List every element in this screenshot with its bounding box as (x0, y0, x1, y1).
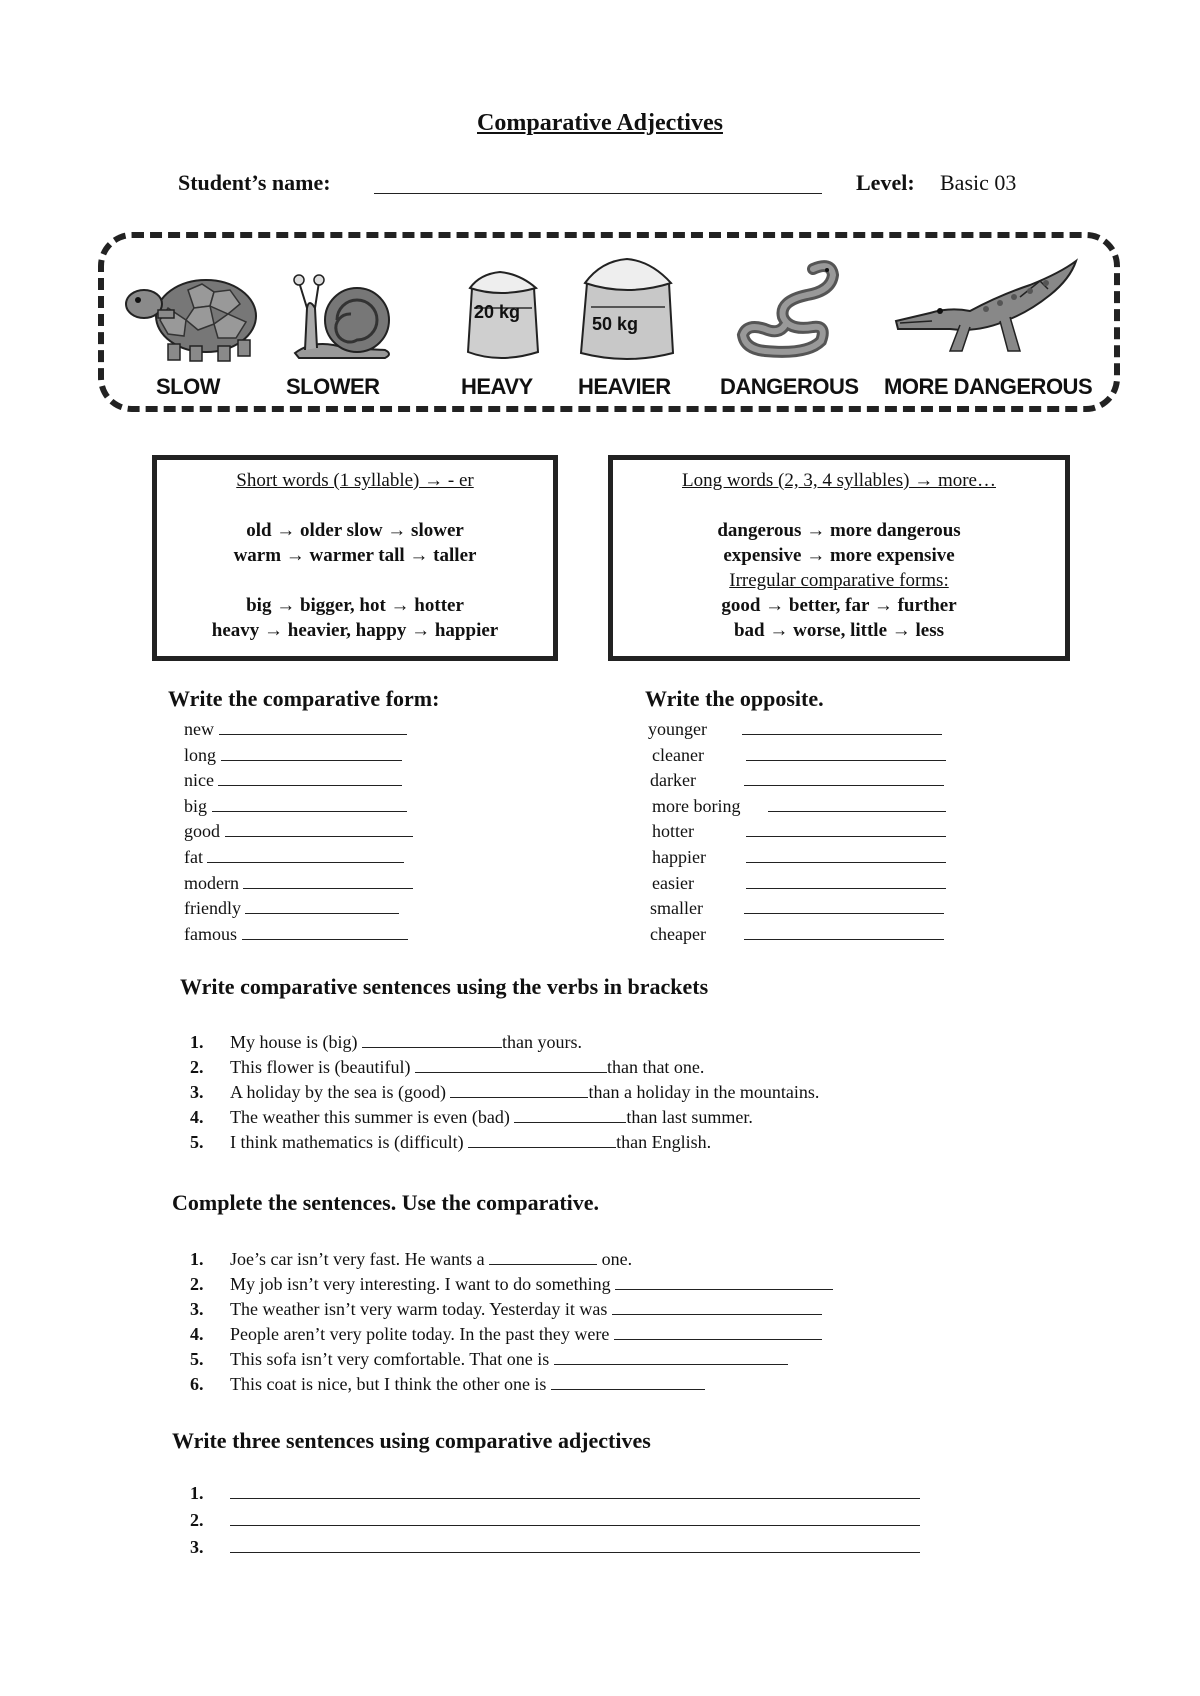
exercise-sentence (190, 1297, 833, 1322)
answer-blank[interactable] (225, 835, 413, 837)
sentence-end: than yours. (502, 1032, 582, 1052)
item-number: 3. (190, 1537, 204, 1557)
label-more-dangerous: MORE DANGEROUS (884, 374, 1093, 399)
exercise-sentence (190, 1272, 833, 1297)
sentence-end: than a holiday in the mountains. (588, 1082, 820, 1102)
label-heavy: HEAVY (461, 374, 533, 399)
long-rule-line: good → better, far → further (721, 595, 957, 616)
answer-blank[interactable] (230, 1551, 920, 1553)
opposite-item (650, 923, 944, 945)
comparative-form-word: nice (184, 770, 214, 791)
label-slow: SLOW (156, 374, 220, 399)
exercise-sentence (190, 1347, 833, 1372)
long-rule-line: dangerous → more dangerous (717, 520, 961, 541)
sentence-end: than English. (616, 1132, 712, 1152)
short-rule-line: big → bigger, hot → hotter (246, 595, 464, 616)
short-rule-line: heavy → heavier, happy → happier (211, 620, 499, 641)
exercise-sentence (190, 1372, 833, 1397)
sentence-end: than that one. (606, 1057, 705, 1077)
opposite-item (650, 897, 944, 919)
item-number: 2. (190, 1057, 204, 1077)
irregular-forms-header: Irregular comparative forms: (729, 570, 949, 591)
opposite-item (652, 872, 946, 894)
answer-blank[interactable] (221, 759, 402, 761)
comparative-form-item (184, 795, 407, 817)
answer-blank[interactable] (744, 938, 944, 940)
answer-blank[interactable] (746, 835, 946, 837)
turtle-icon (118, 268, 268, 363)
item-number: 2. (190, 1510, 204, 1530)
answer-blank[interactable] (551, 1388, 705, 1390)
item-number: 1. (190, 1032, 204, 1052)
answer-blank[interactable] (245, 912, 399, 914)
answer-blank[interactable] (746, 861, 946, 863)
answer-blank[interactable] (468, 1146, 616, 1148)
opposite-item (652, 820, 946, 842)
comparative-form-item (184, 897, 399, 919)
level-value: Basic 03 (940, 170, 1017, 195)
sentence-start: The weather isn’t very warm today. Yesterday it was (230, 1299, 612, 1319)
short-rule-line: warm → warmer tall → taller (233, 545, 477, 566)
long-words-rule-box (608, 455, 1070, 661)
opposite-word: more boring (652, 795, 741, 816)
snail-icon (285, 268, 400, 363)
comparative-form-item (184, 872, 413, 894)
item-number: 1. (190, 1483, 204, 1503)
student-name-label: Student’s name: (178, 170, 331, 195)
comparative-form-word: big (184, 795, 208, 816)
long-rule-line: expensive → more expensive (723, 545, 955, 566)
sentence-start: A holiday by the sea is (good) (230, 1082, 451, 1102)
item-number: 3. (190, 1299, 204, 1319)
opposite-item (652, 795, 946, 817)
exercise-sentence (190, 1322, 833, 1347)
opposite-word: darker (650, 770, 696, 791)
comparative-form-item (184, 769, 402, 791)
page-title: Comparative Adjectives (477, 110, 723, 136)
brackets-exercise-list (190, 1030, 819, 1155)
comparative-form-word: good (184, 821, 220, 842)
opposite-word: cleaner (652, 744, 704, 765)
sentence-start: People aren’t very polite today. In the past they were (230, 1324, 614, 1344)
answer-blank[interactable] (242, 938, 408, 940)
answer-blank[interactable] (614, 1338, 822, 1340)
comparative-form-heading: Write the comparative form: (168, 686, 440, 711)
free-sentence-line (190, 1508, 920, 1533)
item-number: 4. (190, 1107, 204, 1127)
snake-icon (735, 255, 845, 360)
small-bag-weight: 20 kg (474, 302, 521, 322)
answer-blank[interactable] (554, 1363, 788, 1365)
opposite-item (650, 769, 944, 791)
comparative-form-item (184, 820, 413, 842)
complete-heading: Complete the sentences. Use the comparative. (172, 1190, 600, 1215)
opposite-word: easier (652, 872, 694, 893)
answer-blank[interactable] (218, 784, 402, 786)
three-sentences-heading: Write three sentences using comparative adjectives (172, 1428, 651, 1453)
level-label: Level: (856, 170, 915, 195)
answer-blank[interactable] (744, 784, 944, 786)
student-name-field[interactable] (374, 193, 822, 194)
sentence-start: My house is (big) (230, 1032, 362, 1052)
exercise-sentence (190, 1080, 819, 1105)
comparative-form-word: modern (184, 872, 239, 893)
complete-exercise-list (190, 1247, 833, 1397)
brackets-heading: Write comparative sentences using the verbs in brackets (180, 974, 709, 999)
label-slower: SLOWER (286, 374, 380, 399)
label-heavier: HEAVIER (578, 374, 671, 399)
comparative-form-word: long (184, 744, 217, 765)
opposite-item (648, 718, 942, 740)
opposite-word: happier (652, 847, 706, 867)
sentence-start: This flower is (beautiful) (230, 1057, 415, 1077)
comparative-form-item (184, 718, 407, 740)
comparative-form-word: famous (184, 923, 237, 944)
item-number: 5. (190, 1132, 204, 1152)
three-sentences-list (190, 1481, 920, 1562)
sentence-end: than last summer. (626, 1107, 753, 1127)
large-weight-bag-icon (575, 255, 680, 365)
opposite-word: cheaper (650, 923, 706, 944)
answer-blank[interactable] (742, 733, 942, 735)
crocodile-icon (890, 255, 1085, 365)
item-number: 2. (190, 1274, 204, 1294)
opposite-word: hotter (652, 821, 694, 842)
label-dangerous: DANGEROUS (720, 374, 859, 399)
short-words-rule-box (152, 455, 558, 661)
comparative-form-word: new (184, 719, 214, 739)
opposite-item (652, 846, 946, 868)
comparative-form-word: fat (184, 847, 203, 867)
comparative-form-item (184, 744, 402, 766)
exercise-sentence (190, 1105, 819, 1130)
exercise-sentence (190, 1055, 819, 1080)
sentence-start: My job isn’t very interesting. I want to do something (230, 1274, 616, 1294)
exercise-sentence (190, 1130, 819, 1155)
answer-blank[interactable] (230, 1524, 920, 1526)
sentence-start: I think mathematics is (difficult) (230, 1132, 469, 1152)
answer-blank[interactable] (768, 810, 946, 812)
answer-blank[interactable] (514, 1121, 626, 1123)
answer-blank[interactable] (230, 1497, 920, 1499)
answer-blank[interactable] (219, 733, 407, 735)
comparative-form-item (184, 923, 408, 945)
comparative-form-item (184, 846, 404, 868)
answer-blank[interactable] (362, 1046, 502, 1048)
answer-blank[interactable] (744, 912, 944, 914)
answer-blank[interactable] (212, 810, 407, 812)
answer-blank[interactable] (450, 1096, 588, 1098)
free-sentence-line (190, 1481, 920, 1506)
long-rule-line: bad → worse, little → less (733, 620, 945, 641)
sentence-start: This sofa isn’t very comfortable. That one is (230, 1349, 554, 1369)
exercise-sentence (190, 1030, 819, 1055)
short-words-header: Short words (1 syllable) → - er (236, 470, 474, 491)
opposite-item (652, 744, 946, 766)
answer-blank[interactable] (489, 1263, 597, 1265)
answer-blank[interactable] (615, 1288, 833, 1290)
item-number: 5. (190, 1349, 204, 1369)
comparative-form-word: friendly (184, 898, 241, 919)
answer-blank[interactable] (207, 861, 404, 863)
item-number: 1. (190, 1249, 204, 1269)
sentence-start: The weather this summer is even (bad) (230, 1107, 515, 1127)
item-number: 3. (190, 1082, 204, 1102)
answer-blank[interactable] (746, 887, 946, 889)
item-number: 4. (190, 1324, 204, 1344)
large-bag-weight: 50 kg (592, 314, 639, 334)
long-words-header: Long words (2, 3, 4 syllables) → more… (682, 470, 996, 491)
opposite-heading: Write the opposite. (645, 686, 824, 711)
answer-blank[interactable] (243, 887, 413, 889)
item-number: 6. (190, 1374, 204, 1394)
short-rule-line: old → older slow → slower (246, 520, 464, 541)
exercise-sentence (190, 1247, 833, 1272)
answer-blank[interactable] (612, 1313, 822, 1315)
sentence-end: one. (597, 1249, 633, 1269)
opposite-word: smaller (650, 898, 703, 919)
opposite-word: younger (648, 719, 707, 739)
sentence-start: This coat is nice, but I think the other one is (230, 1374, 551, 1394)
answer-blank[interactable] (415, 1071, 607, 1073)
sentence-start: Joe’s car isn’t very fast. He wants a (230, 1249, 490, 1269)
free-sentence-line (190, 1535, 920, 1560)
answer-blank[interactable] (746, 759, 946, 761)
